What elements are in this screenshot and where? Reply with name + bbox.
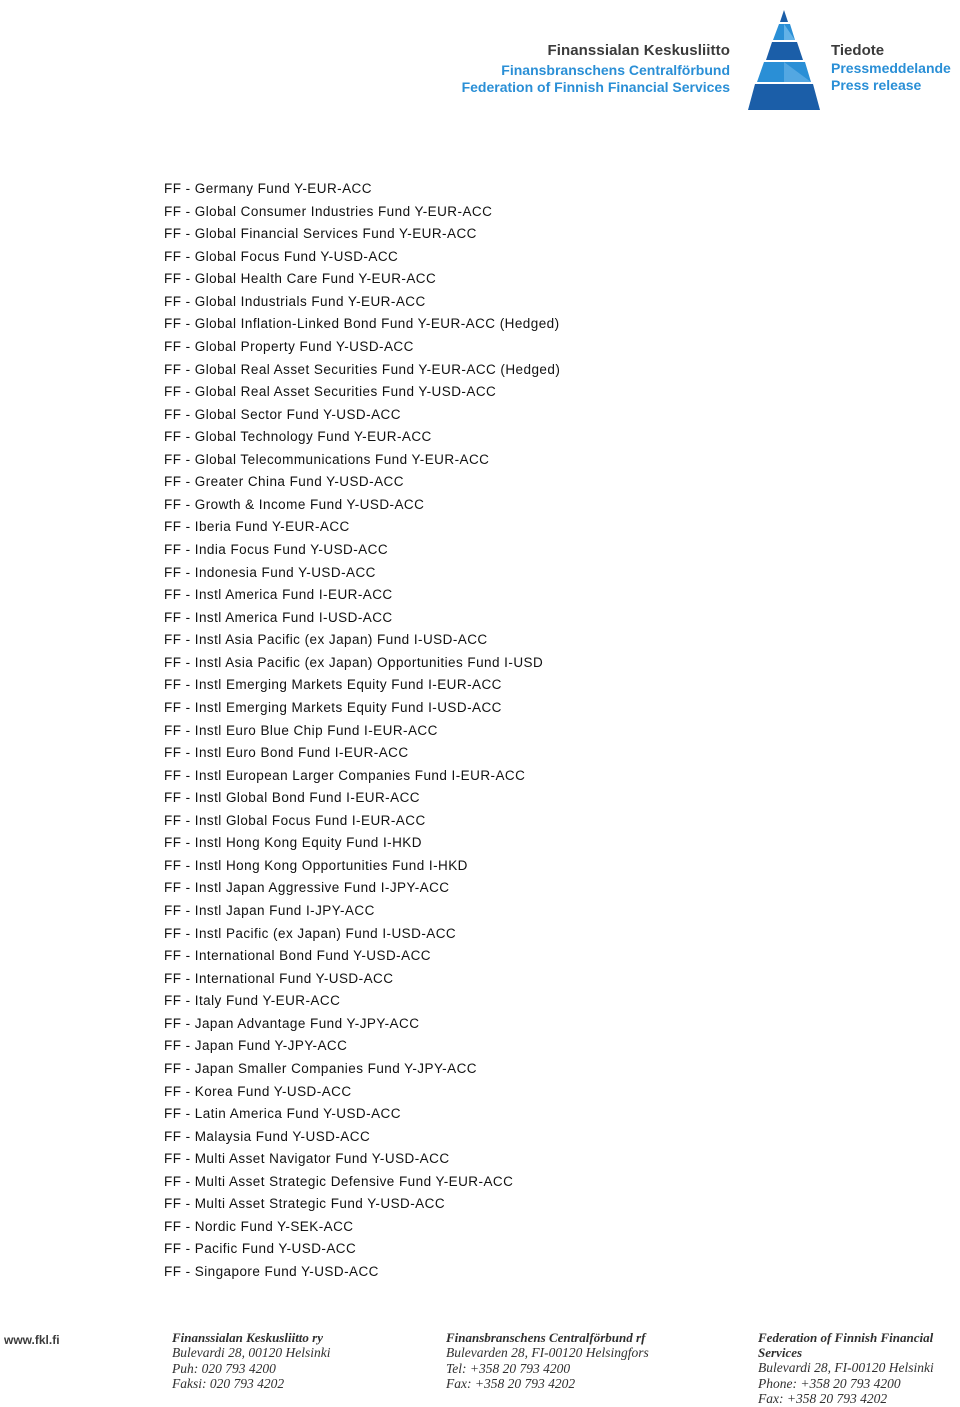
fund-list-item: FF - Korea Fund Y-USD-ACC — [164, 1083, 352, 1099]
fund-list-item: FF - Instl America Fund I-USD-ACC — [164, 609, 393, 625]
fund-list — [164, 178, 560, 1284]
doc-type-swedish: Pressmeddelande — [831, 60, 951, 76]
fund-list-item: FF - Nordic Fund Y-SEK-ACC — [164, 1218, 354, 1234]
footer-org-name: Finanssialan Keskusliitto ry — [172, 1330, 323, 1345]
footer-contact-swedish — [446, 1330, 649, 1392]
fund-list-item: FF - Indonesia Fund Y-USD-ACC — [164, 564, 376, 580]
fund-list-item: FF - Multi Asset Strategic Defensive Fund Y-EUR-ACC — [164, 1173, 514, 1189]
fund-list-item: FF - Pacific Fund Y-USD-ACC — [164, 1241, 357, 1257]
letterhead — [0, 0, 960, 120]
org-name-english: Federation of Finnish Financial Services — [461, 79, 730, 95]
fund-list-item: FF - Global Financial Services Fund Y-EUR-ACC — [164, 226, 477, 242]
footer-org-name: Federation of Finnish Financial Services — [758, 1330, 934, 1360]
fund-list-item: FF - Instl Japan Aggressive Fund I-JPY-ACC — [164, 880, 450, 896]
footer-contact-finnish — [172, 1330, 330, 1392]
fund-list-item: FF - Global Health Care Fund Y-EUR-ACC — [164, 271, 437, 287]
footer-org-name: Finansbranschens Centralförbund rf — [446, 1330, 646, 1345]
fund-list-item: FF - Instl Pacific (ex Japan) Fund I-USD-ACC — [164, 925, 457, 941]
fkl-logo-icon — [742, 6, 826, 114]
fund-list-item: FF - Singapore Fund Y-USD-ACC — [164, 1264, 379, 1279]
fund-list-item: FF - Instl Emerging Markets Equity Fund I-EUR-ACC — [164, 677, 502, 693]
fund-list-item: FF - Instl Emerging Markets Equity Fund I-USD-ACC — [164, 699, 502, 715]
fund-list-item: FF - Global Sector Fund Y-USD-ACC — [164, 406, 401, 422]
fund-list-item: FF - Instl Global Focus Fund I-EUR-ACC — [164, 812, 426, 828]
fund-list-item: FF - Instl European Larger Companies Fund I-EUR-ACC — [164, 767, 526, 783]
fund-list-item: FF - Greater China Fund Y-USD-ACC — [164, 474, 404, 490]
fund-list-item: FF - Global Consumer Industries Fund Y-EUR-ACC — [164, 203, 493, 219]
footer-address: Bulevarden 28, FI-00120 Helsingfors — [446, 1345, 649, 1360]
fund-list-item: FF - Germany Fund Y-EUR-ACC — [164, 181, 372, 196]
fund-list-item: FF - Instl Asia Pacific (ex Japan) Fund I-USD-ACC — [164, 632, 488, 648]
fund-list-item: FF - Instl America Fund I-EUR-ACC — [164, 587, 393, 603]
org-name-finnish: Finanssialan Keskusliitto — [547, 42, 730, 59]
fund-list-item: FF - Global Technology Fund Y-EUR-ACC — [164, 429, 432, 445]
fund-list-item: FF - Instl Asia Pacific (ex Japan) Opportunities Fund I-USD — [164, 654, 544, 670]
footer-address: Bulevardi 28, 00120 Helsinki — [172, 1345, 331, 1360]
footer-phone: Phone: +358 20 793 4200 — [758, 1375, 901, 1391]
fund-list-item: FF - Instl Hong Kong Equity Fund I-HKD — [164, 835, 422, 851]
fund-list-item: FF - Japan Fund Y-JPY-ACC — [164, 1038, 348, 1054]
fund-list-item: FF - Global Telecommunications Fund Y-EUR-ACC — [164, 451, 490, 467]
fund-list-item: FF - International Bond Fund Y-USD-ACC — [164, 948, 431, 964]
fund-list-item: FF - Multi Asset Strategic Fund Y-USD-ACC — [164, 1196, 446, 1212]
fund-list-item: FF - Global Property Fund Y-USD-ACC — [164, 338, 414, 354]
fund-list-item: FF - Global Focus Fund Y-USD-ACC — [164, 248, 399, 264]
footer-phone: Tel: +358 20 793 4200 — [446, 1360, 571, 1376]
footer — [0, 1318, 960, 1406]
fund-list-item: FF - Global Industrials Fund Y-EUR-ACC — [164, 293, 426, 309]
fund-list-item: FF - Growth & Income Fund Y-USD-ACC — [164, 496, 425, 512]
footer-address: Bulevardi 28, FI-00120 Helsinki — [758, 1360, 934, 1375]
footer-phone: Puh: 020 793 4200 — [172, 1360, 276, 1376]
fund-list-item: FF - International Fund Y-USD-ACC — [164, 970, 394, 986]
fund-list-item: FF - Multi Asset Navigator Fund Y-USD-ACC — [164, 1151, 450, 1167]
fund-list-item: FF - Global Real Asset Securities Fund Y-USD-ACC — [164, 384, 497, 400]
footer-fax: Faksi: 020 793 4202 — [172, 1376, 285, 1391]
fund-list-item: FF - Instl Euro Bond Fund I-EUR-ACC — [164, 745, 409, 761]
fund-list-item: FF - Instl Japan Fund I-JPY-ACC — [164, 903, 375, 918]
fund-list-item: FF - Instl Global Bond Fund I-EUR-ACC — [164, 790, 420, 806]
footer-fax: Fax: +358 20 793 4202 — [446, 1376, 576, 1391]
fund-list-item: FF - Iberia Fund Y-EUR-ACC — [164, 519, 350, 535]
fund-list-item: FF - Italy Fund Y-EUR-ACC — [164, 993, 341, 1009]
footer-contact-english — [758, 1330, 960, 1407]
fund-list-item: FF - Japan Advantage Fund Y-JPY-ACC — [164, 1015, 420, 1031]
fund-list-item: FF - Global Inflation-Linked Bond Fund Y-EUR-ACC (Hedged) — [164, 316, 560, 332]
doc-type-finnish: Tiedote — [831, 42, 885, 59]
fund-list-item: FF - Japan Smaller Companies Fund Y-JPY-ACC — [164, 1060, 477, 1076]
fund-list-item: FF - Malaysia Fund Y-USD-ACC — [164, 1128, 371, 1144]
document-type — [831, 42, 951, 94]
fund-list-item: FF - Global Real Asset Securities Fund Y-EUR-ACC (Hedged) — [164, 361, 561, 377]
doc-type-english: Press release — [831, 77, 922, 93]
fund-list-item: FF - India Focus Fund Y-USD-ACC — [164, 542, 389, 557]
org-name-swedish: Finansbranschens Centralförbund — [501, 62, 730, 78]
fund-list-item: FF - Instl Euro Blue Chip Fund I-EUR-ACC — [164, 722, 438, 738]
fund-list-item: FF - Latin America Fund Y-USD-ACC — [164, 1106, 401, 1122]
footer-fax: Fax: +358 20 793 4202 — [758, 1391, 888, 1406]
website-link[interactable]: www.fkl.fi — [4, 1333, 60, 1347]
fund-list-item: FF - Instl Hong Kong Opportunities Fund I-HKD — [164, 857, 468, 873]
